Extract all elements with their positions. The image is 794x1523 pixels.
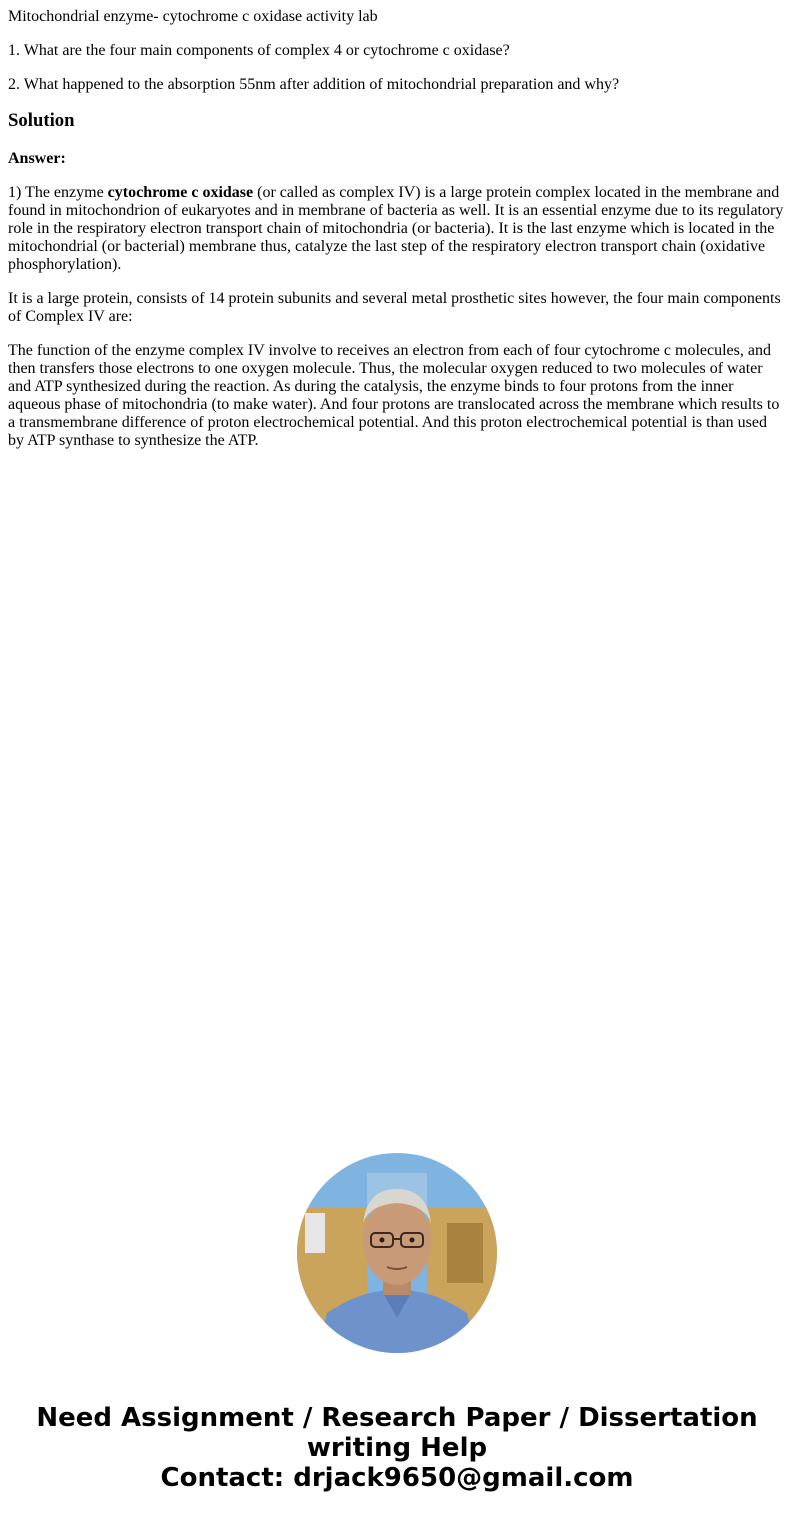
question-2: 2. What happened to the absorption 55nm after addition of mitochondrial preparation and why? (8, 76, 620, 93)
solution-heading: Solution (8, 110, 75, 131)
answer-label: Answer: (8, 150, 66, 167)
answer-paragraph-2: It is a large protein, consists of 14 protein subunits and several metal prosthetic sites however, the four main components of Complex IV are: (8, 290, 781, 325)
author-avatar (297, 1153, 497, 1353)
promo-contact: Contact: drjack9650@gmail.com (160, 1463, 634, 1493)
question-1: 1. What are the four main components of complex 4 or cytochrome c oxidase? (8, 42, 510, 59)
answer-p1-bold-term: cytochrome c oxidase (107, 184, 254, 201)
promo-line-2: writing Help (306, 1433, 488, 1463)
answer-paragraph-1 (8, 184, 786, 274)
answer-p1-suffix: (or called as complex IV) is a large protein complex located in the membrane and found in mitochondrion of eukaryotes and in membrane of bacteria as well. It is an essential enzyme due to its regulatory role in the respiratory electron transport chain of mitochondria (or bacteria). It is the last enzyme which is located in the mitochondrial (or bacterial) membrane thus, catalyze the last step of the respiratory electron transport chain (oxidative phosphorylation). (8, 184, 784, 273)
document-body (8, 8, 786, 466)
promo-line-1: Need Assignment / Research Paper / Dissertation (36, 1403, 758, 1433)
answer-p1-prefix: 1) The enzyme (8, 184, 108, 201)
document-title: Mitochondrial enzyme- cytochrome c oxidase activity lab (8, 8, 378, 25)
author-photo (297, 1153, 497, 1353)
answer-paragraph-3: The function of the enzyme complex IV involve to receives an electron from each of four cytochrome c molecules, and then transfers those electrons to one oxygen molecule. Thus, the molecular oxygen reduced to two molecules of water and ATP synthesized during the reaction. As during the catalysis, the enzyme binds to four protons from the inner aqueous phase of mitochondria (to make water). And four protons are translocated across the membrane which results to a transmembrane difference of proton electrochemical potential. And this proton electrochemical potential is than used by ATP synthase to synthesize the ATP. (8, 342, 780, 449)
promo-banner (0, 1403, 794, 1493)
